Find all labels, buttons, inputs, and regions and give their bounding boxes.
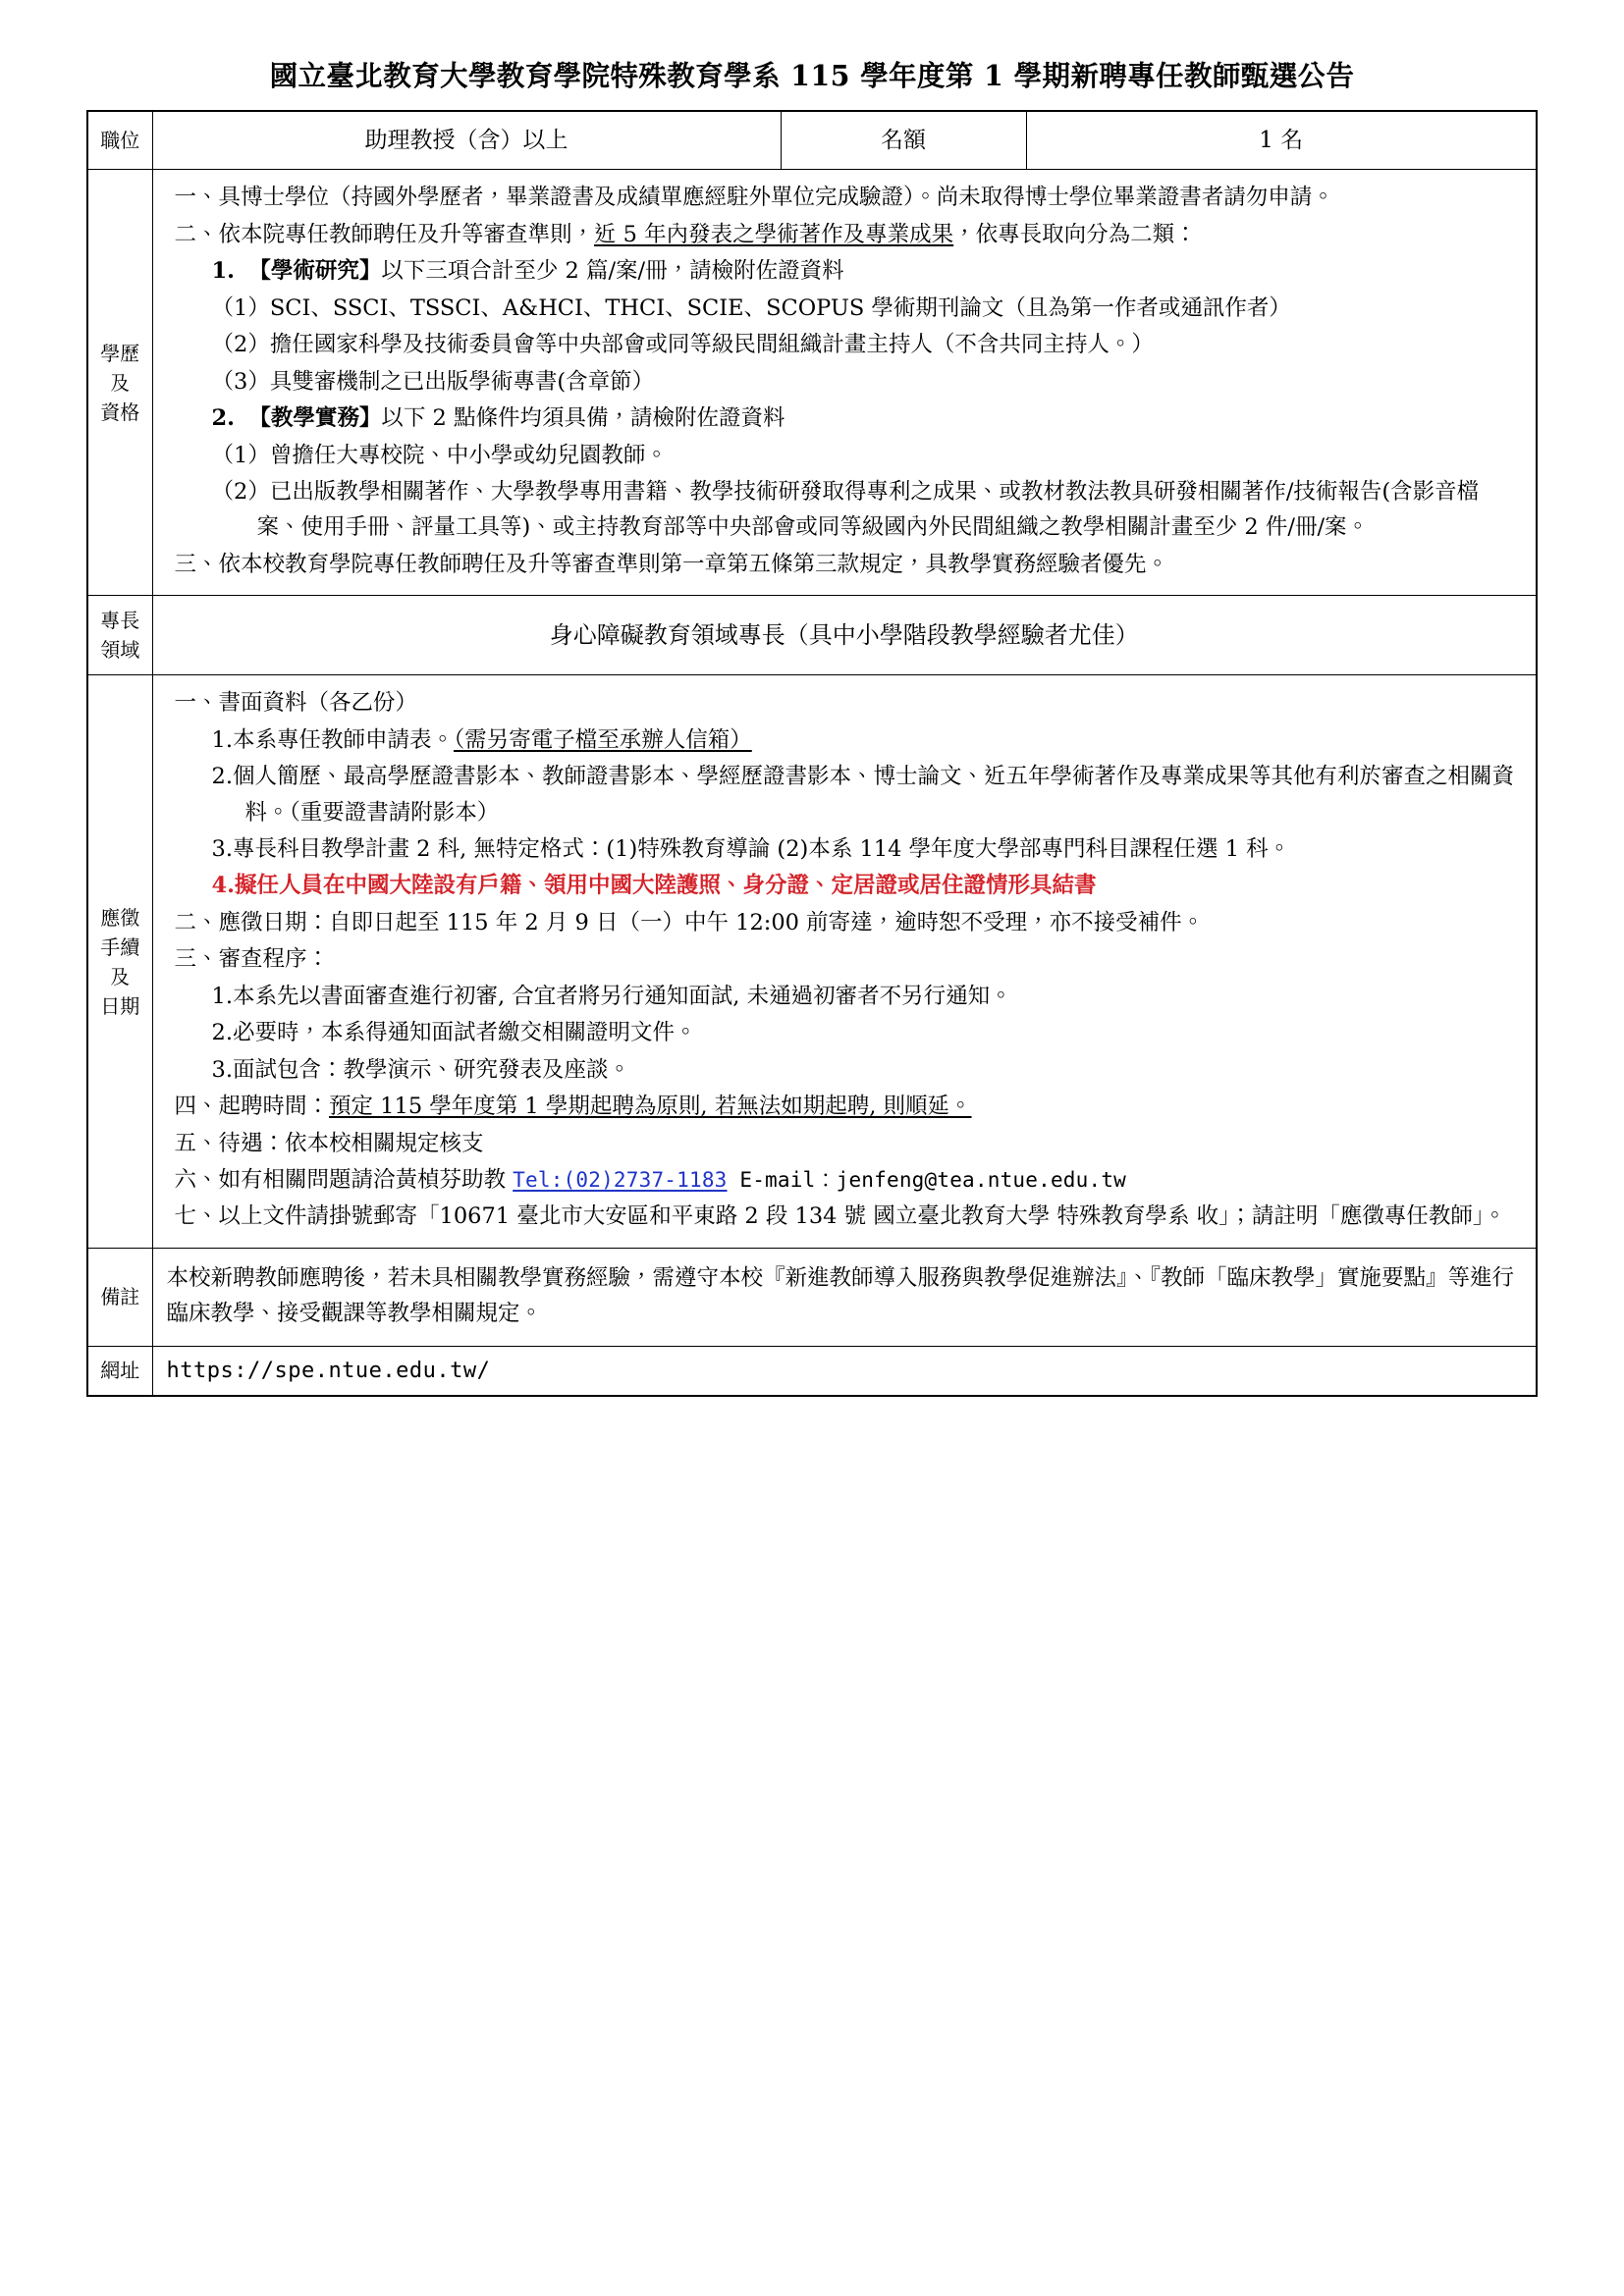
specialty-label-line-2: 領域 bbox=[100, 638, 140, 663]
qualification-item-2-underlined: 近 5 年內發表之學術著作及專業成果 bbox=[594, 221, 954, 247]
qualification-category-1-number: 1. bbox=[211, 258, 235, 285]
remarks-label: 備註 bbox=[87, 1248, 152, 1346]
table-row-qualification bbox=[87, 170, 1537, 596]
page-title: 國立臺北教育大學教育學院特殊教育學系 115 學年度第 1 學期新聘專任教師甄選公告 bbox=[269, 59, 1355, 92]
qualification-item-3-text: 依本校教育學院專任教師聘任及升等審查準則第一章第五條第三款規定，具教學實務經驗者優先。 bbox=[218, 551, 1169, 577]
qualification-category-2-text: 以下 2 點條件均須具備，請檢附佐證資料 bbox=[381, 405, 785, 432]
application-item-1-sub-2 bbox=[212, 759, 1519, 830]
qualification-item-2-text-before: 依本院專任教師聘任及升等審查準則， bbox=[218, 221, 595, 247]
announcement-table bbox=[86, 110, 1538, 1396]
application-item-3-sub-1-number: 1. bbox=[211, 983, 233, 1009]
application-item-3-sub-2-text: 必要時，本系得通知面試者繳交相關證明文件。 bbox=[232, 1020, 697, 1046]
qualification-item-1 bbox=[175, 180, 1519, 215]
application-item-1-sub-4-number: 4. bbox=[211, 873, 235, 899]
qualification-item-3 bbox=[175, 547, 1519, 582]
qualification-label-line-3: 資格 bbox=[100, 400, 140, 424]
application-item-3-sub-2-number: 2. bbox=[211, 1020, 233, 1046]
qualification-category-1-text: 以下三項合計至少 2 篇/案/冊，請檢附佐證資料 bbox=[381, 258, 844, 285]
application-item-6 bbox=[175, 1162, 1519, 1198]
application-item-1-marker: 一、 bbox=[174, 690, 219, 717]
qualification-label bbox=[87, 170, 152, 596]
specialty-label-line-1: 專長 bbox=[100, 609, 140, 633]
application-item-3-sub-3-number: 3. bbox=[211, 1056, 233, 1083]
qualification-item-2 bbox=[175, 217, 1519, 252]
application-item-5-text: 待遇：依本校相關規定核支 bbox=[218, 1130, 484, 1156]
application-item-5-marker: 五、 bbox=[174, 1130, 219, 1156]
remarks-text: 本校新聘教師應聘後，若未具相關教學實務經驗，需遵守本校『新進教師導入服務與教學促進辦法』、『教師「臨床教學」實施要點』等進行臨床教學、接受觀課等教學相關規定。 bbox=[166, 1264, 1515, 1327]
qualification-label-line-1: 學歷 bbox=[100, 341, 140, 365]
table-row-website bbox=[87, 1346, 1537, 1396]
qualification-content-cell bbox=[152, 170, 1537, 596]
application-item-4-underlined: 預定 115 學年度第 1 學期起聘為原則, 若無法如期起聘, 則順延。 bbox=[329, 1094, 972, 1120]
application-item-3-text: 審查程序： bbox=[218, 946, 330, 973]
application-item-1-sub-4-text: 擬任人員在中國大陸設有戶籍、領用中國大陸護照、身分證、定居證或居住證情形具結書 bbox=[235, 873, 1097, 899]
qualification-category-1-sub-3: （3）具雙審機制之已出版學術專書(含章節） bbox=[211, 368, 655, 395]
application-item-1-sub-1-text: 本系專任教師申請表。 bbox=[232, 726, 454, 753]
qualification-item-1-text: 具博士學位（持國外學歷者，畢業證書及成績單應經駐外單位完成驗證）。尚未取得博士學位畢業證書者請勿申請。 bbox=[218, 185, 1334, 211]
qualification-item-2-text-after: ，依專長取向分為二類： bbox=[953, 221, 1197, 247]
specialty-label bbox=[87, 596, 152, 675]
application-item-4-marker: 四、 bbox=[174, 1094, 219, 1120]
qualification-item-2-marker: 二、 bbox=[174, 221, 219, 247]
qualification-item-3-marker: 三、 bbox=[174, 551, 219, 577]
application-label bbox=[87, 675, 152, 1249]
application-item-1 bbox=[175, 685, 1519, 721]
website-content-cell bbox=[152, 1346, 1537, 1396]
application-item-3-sub-1-text: 本系先以書面審查進行初審, 合宜者將另行通知面試, 未通過初審者不另行通知。 bbox=[232, 983, 1012, 1009]
application-item-3-marker: 三、 bbox=[174, 946, 219, 973]
application-item-7 bbox=[175, 1199, 1519, 1234]
contact-phone-link[interactable]: Tel:(02)2737-1183 bbox=[513, 1167, 728, 1192]
qualification-category-2-number: 2. bbox=[211, 405, 235, 432]
application-label-line-2: 手續 bbox=[100, 934, 140, 959]
specialty-content-cell bbox=[152, 596, 1537, 675]
qualification-category-2-sub-2: （2）已出版教學相關著作、大學教學專用書籍、教學技術研發取得專利之成果、或教材教法教具研發相關著作/技術報告(含影音檔案、使用手冊、評量工具等)、或主持教育部等中央部會或同等級國內外民間組織之教學相關計畫至少 2 件/冊/案。 bbox=[211, 478, 1480, 541]
application-item-4-text-before: 起聘時間： bbox=[218, 1094, 330, 1120]
application-item-6-marker: 六、 bbox=[174, 1166, 219, 1193]
application-item-1-sub-3 bbox=[212, 831, 1519, 867]
qualification-category-1 bbox=[212, 253, 1519, 289]
qualification-item-1-marker: 一、 bbox=[174, 185, 219, 211]
application-item-2-marker: 二、 bbox=[174, 909, 219, 935]
application-item-1-sub-2-text: 個人簡歷、最高學歷證書影本、教師證書影本、學經歷證書影本、博士論文、近五年學術著作及專業成果等其他有利於審查之相關資料。（重要證書請附影本） bbox=[232, 764, 1514, 826]
quota-value: 1 名 bbox=[1026, 111, 1537, 170]
application-content bbox=[153, 675, 1537, 1248]
qualification-label-line-2: 及 bbox=[110, 370, 131, 395]
qualification-category-1-title: 【學術研究】 bbox=[248, 258, 382, 285]
application-label-line-1: 應徵 bbox=[100, 905, 140, 930]
application-item-3-sub-1 bbox=[212, 979, 1519, 1014]
contact-email-label: E-mail： bbox=[727, 1167, 837, 1192]
application-item-1-sub-3-text: 專長科目教學計畫 2 科, 無特定格式：(1)特殊教育導論 (2)本系 114 學年度大學部專門科目課程任選 1 科。 bbox=[232, 836, 1291, 863]
table-row-specialty bbox=[87, 596, 1537, 675]
application-item-1-text: 書面資料（各乙份） bbox=[218, 690, 418, 717]
table-row-application bbox=[87, 675, 1537, 1249]
website-url[interactable]: https://spe.ntue.edu.tw/ bbox=[166, 1358, 491, 1383]
application-item-1-sub-1 bbox=[212, 722, 1519, 758]
position-label: 職位 bbox=[87, 111, 152, 170]
application-item-1-sub-3-number: 3. bbox=[211, 836, 233, 863]
application-item-3-sub-2 bbox=[212, 1015, 1519, 1050]
qualification-category-1-sub-2: （2）擔任國家科學及技術委員會等中央部會或同等級民間組織計畫主持人（不含共同主持人。） bbox=[211, 332, 1154, 358]
qualification-category-1-sub-1: （1）SCI、SSCI、TSSCI、A&HCI、THCI、SCIE、SCOPUS 學術期刊論文（且為第一作者或通訊作者） bbox=[211, 294, 1291, 321]
application-item-1-sub-4 bbox=[212, 868, 1519, 903]
application-content-cell bbox=[152, 675, 1537, 1249]
qualification-category-2-title: 【教學實務】 bbox=[248, 405, 382, 432]
application-item-4 bbox=[175, 1089, 1519, 1124]
application-item-1-sub-1-number: 1. bbox=[211, 726, 233, 753]
application-item-7-marker: 七、 bbox=[174, 1203, 219, 1230]
quota-label: 名額 bbox=[781, 111, 1026, 170]
remarks-content-cell bbox=[152, 1248, 1537, 1346]
website-label: 網址 bbox=[87, 1346, 152, 1396]
application-item-3-sub-3 bbox=[212, 1052, 1519, 1088]
application-item-3-sub-3-text: 面試包含：教學演示、研究發表及座談。 bbox=[232, 1056, 630, 1083]
contact-email-address[interactable]: jenfeng@tea.ntue.edu.tw bbox=[836, 1167, 1127, 1192]
application-item-6-text: 如有相關問題請洽黃楨芬助教 bbox=[218, 1166, 514, 1193]
application-item-1-sub-2-number: 2. bbox=[211, 764, 233, 790]
application-item-2-text: 應徵日期：自即日起至 115 年 2 月 9 日（一）中午 12:00 前寄達，逾時恕不受理，亦不接受補件。 bbox=[218, 909, 1205, 935]
qualification-category-2 bbox=[212, 400, 1519, 436]
application-item-5 bbox=[175, 1126, 1519, 1161]
table-row-position bbox=[87, 111, 1537, 170]
application-label-line-4: 日期 bbox=[100, 993, 140, 1018]
application-label-line-3: 及 bbox=[110, 964, 131, 988]
position-value: 助理教授（含）以上 bbox=[152, 111, 781, 170]
application-item-2 bbox=[175, 905, 1519, 940]
application-item-1-sub-1-underlined: （需另寄電子檔至承辦人信箱） bbox=[453, 726, 752, 753]
application-item-7-text: 以上文件請掛號郵寄「10671 臺北市大安區和平東路 2 段 134 號 國立臺北教育大學 特殊教育學系 收」；請註明「應徵專任教師」。 bbox=[218, 1203, 1506, 1230]
specialty-value: 身心障礙教育領域專長（具中小學階段教學經驗者尤佳） bbox=[549, 621, 1139, 650]
application-item-3 bbox=[175, 941, 1519, 977]
qualification-content bbox=[153, 170, 1537, 595]
qualification-category-2-sub-1: （1）曾擔任大專校院、中小學或幼兒園教師。 bbox=[211, 442, 668, 468]
table-row-remarks bbox=[87, 1248, 1537, 1346]
